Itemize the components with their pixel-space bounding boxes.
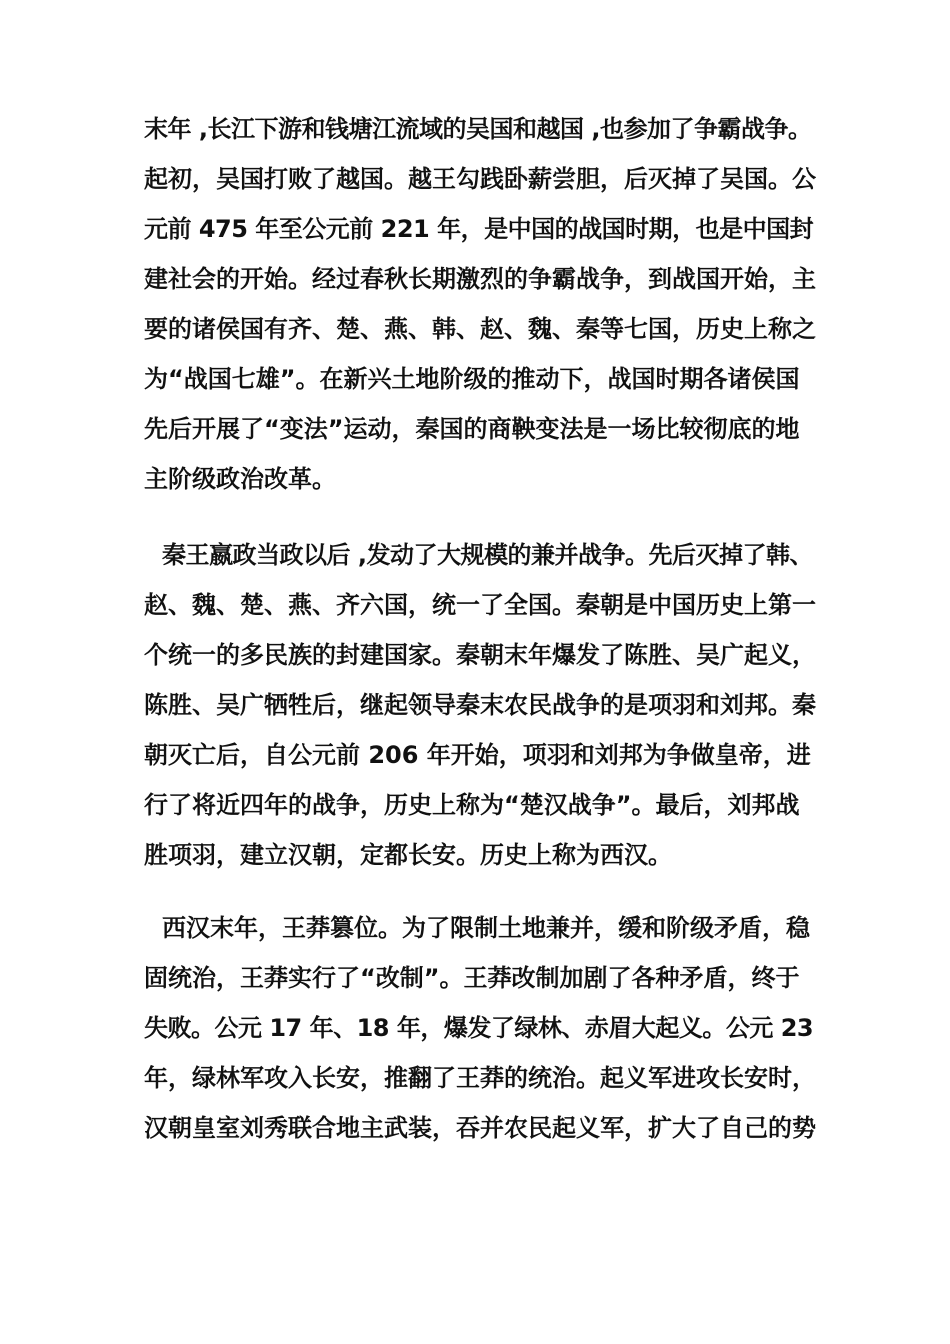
- paragraph-2: [144, 530, 816, 880]
- text-line: 先后开展了“变法”运动，秦国的商鞅变法是一场比较彻底的地: [144, 415, 800, 443]
- text-line: 起初，吴国打败了越国。越王勾践卧薪尝胆，后灭掉了吴国。公: [144, 165, 816, 193]
- text-line: 建社会的开始。经过春秋长期激烈的争霸战争，到战国开始，主: [144, 265, 816, 293]
- text-line: 末年 ,长江下游和钱塘江流域的吴国和越国 ,也参加了争霸战争。: [144, 115, 812, 143]
- text-line: 为“战国七雄”。在新兴土地阶级的推动下，战国时期各诸侯国: [144, 365, 800, 393]
- paragraph-1: [144, 104, 816, 504]
- text-line: 行了将近四年的战争，历史上称为“楚汉战争”。最后，刘邦战: [144, 791, 800, 819]
- text-line: 陈胜、吴广牺牲后，继起领导秦末农民战争的是项羽和刘邦。秦: [144, 691, 816, 719]
- text-line: 汉朝皇室刘秀联合地主武装，吞并农民起义军，扩大了自己的势: [144, 1114, 816, 1142]
- text-line: 西汉末年，王莽篡位。为了限制土地兼并，缓和阶级矛盾，稳: [162, 914, 810, 942]
- text-line: 年，绿林军攻入长安，推翻了王莽的统治。起义军进攻长安时，: [144, 1064, 816, 1092]
- text-line: 主阶级政治改革。: [144, 465, 336, 493]
- text-line: 失败。公元 17 年、18 年，爆发了绿林、赤眉大起义。公元 23: [144, 1014, 814, 1042]
- text-line: 秦王嬴政当政以后 ,发动了大规模的兼并战争。先后灭掉了韩、: [162, 541, 813, 569]
- text-line: 固统治，王莽实行了“改制”。王莽改制加剧了各种矛盾，终于: [144, 964, 800, 992]
- text-line: 赵、魏、楚、燕、齐六国，统一了全国。秦朝是中国历史上第一: [144, 591, 816, 619]
- text-line: 朝灭亡后，自公元前 206 年开始，项羽和刘邦为争做皇帝，进: [144, 741, 811, 769]
- text-line: 胜项羽，建立汉朝，定都长安。历史上称为西汉。: [144, 841, 672, 869]
- text-line: 个统一的多民族的封建国家。秦朝末年爆发了陈胜、吴广起义，: [144, 641, 816, 669]
- paragraph-3: [144, 903, 816, 1153]
- text-line: 元前 475 年至公元前 221 年，是中国的战国时期，也是中国封: [144, 215, 814, 243]
- text-line: 要的诸侯国有齐、楚、燕、韩、赵、魏、秦等七国，历史上称之: [144, 315, 816, 343]
